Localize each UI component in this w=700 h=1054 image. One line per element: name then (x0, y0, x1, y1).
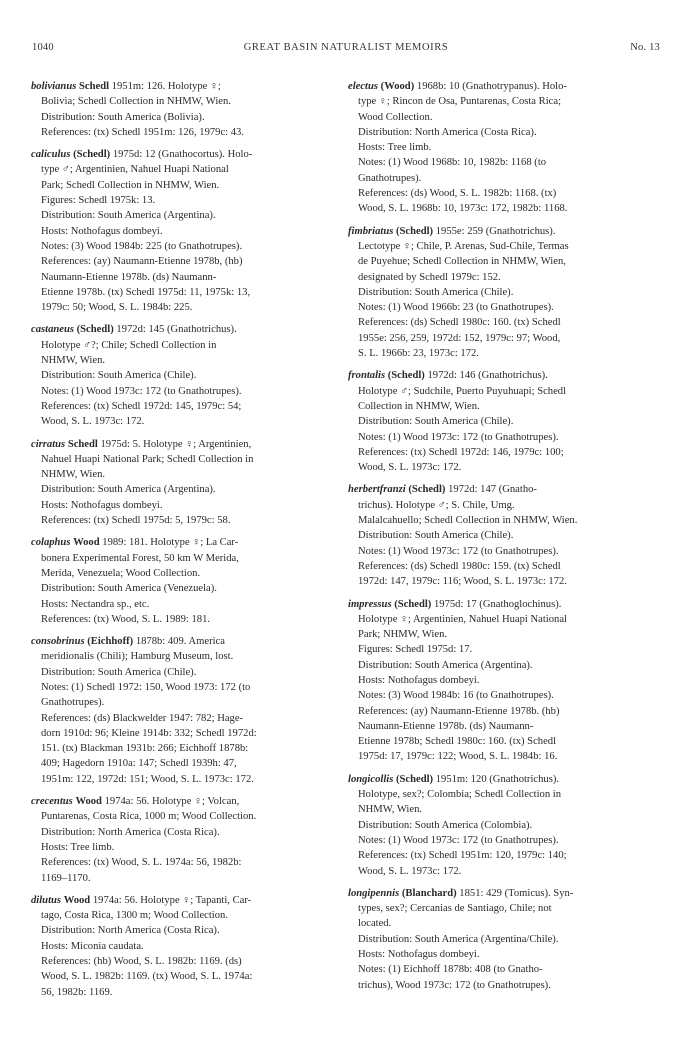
entry-text-line: Notes: (1) Wood 1966b: 23 (to Gnathotrupes). (358, 302, 554, 314)
entry-text-line: meridionalis (Chili); Hamburg Museum, lost. (41, 651, 234, 663)
entry-text-line: Distribution: South America (Colombia). (358, 819, 533, 831)
species-entry (31, 79, 331, 140)
entry-text-line: Gnathotrupes). (41, 697, 105, 709)
entry-heading-line (31, 893, 331, 908)
species-name: fimbriatus (348, 225, 394, 237)
entry-text-line: designated by Schedl 1979c: 152. (358, 271, 501, 283)
entry-text-line: Bolivia; Schedl Collection in NHMW, Wien. (41, 96, 231, 108)
entry-text-line: Notes: (1) Wood 1973c: 172 (to Gnathotrupes). (41, 385, 242, 397)
entry-text-line: located. (358, 918, 392, 930)
entry-text-line: Wood, S. L. 1973c: 172. (358, 462, 462, 474)
species-entry (348, 79, 648, 217)
entry-text-line: 1955e: 256, 259, 1972d: 152, 1979c: 97; Wood, (358, 332, 561, 344)
entry-text-line: Distribution: South America (Chile). (358, 530, 514, 542)
entry-text-line: Holotype ♀; Argentinien, Nahuel Huapi National (358, 613, 567, 625)
entry-text-line: References: (ds) Schedl 1980c: 160. (tx) Schedl (358, 317, 561, 329)
species-name: longipennis (348, 887, 400, 899)
entry-text: 1989: 181. Holotype ♀; La Car- (102, 537, 239, 549)
entry-heading-line (31, 79, 331, 94)
entry-text-line: Wood Collection. (358, 111, 433, 123)
entry-heading-line (31, 437, 331, 452)
entry-text: 1951m: 120 (Gnathotrichus). (435, 773, 560, 785)
species-authority: (Schedl) (408, 484, 446, 496)
entry-text-line: References: (tx) Wood, S. L. 1974a: 56, 1982b: (41, 857, 242, 869)
entry-text-line: types, sex?; Cercanias de Santiago, Chile; not (358, 903, 552, 915)
species-name: dilutus (31, 894, 62, 906)
entry-text-line: Etienne 1978b. (tx) Schedl 1975d: 11, 1975k: 13, (41, 286, 251, 298)
entry-text-line: Notes: (1) Wood 1968b: 10, 1982b: 1168 (to (358, 157, 547, 169)
entry-text-line: References: (tx) Schedl 1975d: 5, 1979c: 58. (41, 515, 231, 527)
entry-text: 1974a: 56. Holotype ♀; Tapanti, Car- (92, 894, 252, 906)
species-authority: (Schedl) (73, 149, 111, 161)
entry-text-line: type ♀; Rincon de Osa, Puntarenas, Costa Rica; (358, 96, 562, 108)
entry-text-line: 409; Hagedorn 1910a: 147; Schedl 1939h: 47, (41, 758, 237, 770)
entry-text-line: Malalcahuello; Schedl Collection in NHMW, Wien. (358, 515, 578, 527)
species-authority: Schedl (67, 438, 98, 450)
entry-text-line: Hosts: Nothofagus dombeyi. (358, 949, 480, 961)
entry-text-line: S. L. 1966b: 23, 1973c: 172. (358, 348, 479, 360)
entry-text-line: Distribution: South America (Chile). (358, 286, 514, 298)
species-name: cirratus (31, 438, 66, 450)
entry-text-line: Notes: (1) Wood 1973c: 172 (to Gnathotrupes). (358, 545, 559, 557)
species-name: caliculus (31, 149, 71, 161)
entry-text-line: type ♂; Argentinien, Nahuel Huapi National (41, 164, 229, 176)
entry-text-line: Distribution: South America (Chile). (41, 666, 197, 678)
species-name: crecentus (31, 796, 73, 808)
entry-text-line: References: (tx) Wood, S. L. 1989: 181. (41, 613, 211, 625)
entry-text-line: Wood, S. L. 1973c: 172. (41, 416, 145, 428)
entry-heading-line (31, 535, 331, 550)
entry-text-line: Hosts: Nothofagus dombeyi. (41, 225, 163, 237)
right-column (348, 79, 648, 1000)
entry-text-line: Distribution: South America (Bolivia). (41, 111, 205, 123)
entry-text-line: tago, Costa Rica, 1300 m; Wood Collection. (41, 910, 228, 922)
entry-text-line: References: (ds) Blackwelder 1947: 782; Hage- (41, 712, 244, 724)
entry-text: 1975d: 12 (Gnathocortus). Holo- (112, 149, 253, 161)
entry-text: 1878b: 409. America (135, 636, 225, 648)
entry-text-line: References: (ds) Schedl 1980c: 159. (tx) Schedl (358, 560, 561, 572)
species-entry (348, 368, 648, 475)
entry-text-line: Merida, Venezuela; Wood Collection. (41, 567, 201, 579)
entry-text-line: Naumann-Etienne 1978b. (ds) Naumann- (41, 271, 217, 283)
entry-text-line: Distribution: South America (Chile). (358, 416, 514, 428)
species-entry (31, 634, 331, 787)
species-entry (31, 893, 331, 1000)
entry-text: 1951m: 126. Holotype ♀; (111, 81, 221, 92)
entry-heading-line (348, 772, 648, 787)
entry-text-line: 1169–1170. (41, 872, 91, 884)
species-authority: (Schedl) (395, 773, 434, 785)
species-name: frontalis (348, 370, 386, 382)
entry-text-line: 1979c: 50; Wood, S. L. 1984b: 225. (41, 302, 193, 314)
entry-text-line: Notes: (3) Wood 1984b: 225 (to Gnathotrupes). (41, 240, 243, 252)
entry-heading-line (31, 147, 331, 162)
entry-text-line: 1975d: 17, 1979c: 122; Wood, S. L. 1984b: 16. (358, 751, 558, 763)
entry-text-line: Distribution: South America (Chile). (41, 370, 197, 382)
entry-text-line: Wood, S. L. 1968b: 10, 1973c: 172, 1982b: 1168. (358, 203, 568, 215)
volume-number: No. 13 (630, 42, 660, 53)
page-number: 1040 (32, 42, 54, 53)
species-name: colaphus (31, 537, 71, 549)
species-name: consobrinus (31, 636, 85, 648)
entry-text-line: trichus). Holotype ♂; S. Chile, Umg. (358, 499, 515, 511)
entry-text-line: Distribution: South America (Argentina/Chile). (358, 933, 559, 945)
entry-text-line: Nahuel Huapi National Park; Schedl Collection in (41, 453, 254, 465)
species-name: longicollis (348, 773, 394, 785)
entry-text-line: trichus), Wood 1973c: 172 (to Gnathotrupes). (358, 979, 551, 991)
entry-text-line: 56, 1982b: 1169. (41, 986, 113, 998)
entry-heading-line (348, 482, 648, 497)
entry-text-line: References: (ds) Wood, S. L. 1982b: 1168. (tx) (358, 188, 557, 200)
entry-heading-line (348, 79, 648, 94)
entry-text-line: Hosts: Nectandra sp., etc. (41, 598, 150, 610)
entry-text-line: dorn 1910d: 96; Kleine 1914b: 332; Schedl 1972d: (41, 727, 257, 739)
entry-text-line: Wood, S. L. 1973c: 172. (358, 865, 462, 877)
entry-text-line: Puntarenas, Costa Rica, 1000 m; Wood Collection. (41, 811, 257, 823)
entry-text-line: Figures: Schedl 1975d: 17. (358, 644, 473, 656)
entry-text-line: Distribution: South America (Argentina). (358, 659, 533, 671)
entry-text-line: References: (tx) Schedl 1951m: 120, 1979c: 140; (358, 850, 567, 862)
entry-text-line: de Puyehue; Schedl Collection in NHMW, Wien, (358, 256, 566, 268)
species-entry (31, 147, 331, 315)
entry-text: 1955e: 259 (Gnathotrichus). (435, 225, 556, 237)
entry-text-line: References: (hb) Wood, S. L. 1982b: 1169. (ds) (41, 956, 242, 968)
entry-text-line: 1972d: 147, 1979c: 116; Wood, S. L. 1973c: 172. (358, 576, 567, 588)
entry-heading-line (348, 886, 648, 901)
entry-heading-line (348, 368, 648, 383)
entry-text-line: References: (tx) Schedl 1972d: 146, 1979c: 100; (358, 446, 564, 458)
entry-text-line: Notes: (1) Schedl 1972: 150, Wood 1973: 172 (to (41, 681, 251, 693)
species-authority: (Wood) (380, 81, 415, 92)
entry-text-line: Hosts: Nothofagus dombeyi. (358, 674, 480, 686)
species-entry (31, 535, 331, 627)
entry-heading-line (31, 634, 331, 649)
entry-text-line: Hosts: Miconia caudata. (41, 940, 144, 952)
species-authority: Wood (73, 537, 100, 549)
left-column (31, 79, 331, 1007)
entry-text: 1972d: 146 (Gnathotrichus). (427, 370, 548, 382)
entry-text-line: Notes: (3) Wood 1984b: 16 (to Gnathotrupes). (358, 690, 554, 702)
entry-text-line: Distribution: South America (Argentina). (41, 210, 216, 222)
entry-text-line: Collection in NHMW, Wien. (358, 400, 480, 412)
entry-text: 1974a: 56. Holotype ♀; Volcan, (104, 796, 240, 808)
entry-text: 1851: 429 (Tomicus). Syn- (459, 887, 574, 899)
entry-text-line: NHMW, Wien. (41, 469, 106, 481)
species-entry (31, 437, 331, 529)
species-name: bolivianus (31, 81, 77, 92)
entry-text-line: Notes: (1) Wood 1973c: 172 (to Gnathotrupes). (358, 431, 559, 443)
entry-text-line: 151. (tx) Blackman 1931b: 266; Eichhoff 1878b: (41, 743, 249, 755)
entry-text-line: Distribution: North America (Costa Rica). (41, 925, 220, 937)
entry-text-line: Distribution: North America (Costa Rica). (41, 826, 220, 838)
entry-text: 1972d: 147 (Gnatho- (448, 484, 537, 496)
entry-text-line: 1951m: 122, 1972d: 151; Wood, S. L. 1973c: 172. (41, 773, 254, 785)
entry-heading-line (348, 224, 648, 239)
species-authority: (Schedl) (76, 324, 114, 336)
entry-text-line: Distribution: South America (Argentina). (41, 484, 216, 496)
entry-text: 1972d: 145 (Gnathotrichus). (116, 324, 237, 336)
entry-text-line: Holotype, sex?; Colombia; Schedl Collection in (358, 789, 562, 801)
entry-text-line: Hosts: Tree limb. (358, 142, 432, 154)
entry-text-line: NHMW, Wien. (358, 804, 423, 816)
journal-title: GREAT BASIN NATURALIST MEMOIRS (243, 42, 449, 53)
entry-text-line: References: (ay) Naumann-Etienne 1978b, (hb) (41, 256, 243, 268)
species-authority: (Eichhoff) (87, 636, 134, 648)
entry-text-line: Naumann-Etienne 1978b. (ds) Naumann- (358, 720, 534, 732)
entry-text-line: Hosts: Tree limb. (41, 841, 115, 853)
entry-text-line: Notes: (1) Eichhoff 1878b: 408 (to Gnatho- (358, 964, 543, 976)
entry-heading-line (31, 794, 331, 809)
entry-text-line: Figures: Schedl 1975k: 13. (41, 195, 156, 207)
species-authority: Wood (75, 796, 102, 808)
species-entry (31, 322, 331, 429)
entry-text-line: Gnathotrupes). (358, 172, 422, 184)
species-name: castaneus (31, 324, 74, 336)
species-entry (348, 597, 648, 765)
entry-text-line: Park; NHMW, Wien. (358, 629, 448, 641)
species-authority: Wood (63, 894, 91, 906)
species-authority: (Schedl) (394, 598, 432, 610)
entry-text-line: References: (tx) Schedl 1972d: 145, 1979c: 54; (41, 400, 242, 412)
entry-text-line: Lectotype ♀; Chile, P. Arenas, Sud-Chile, Termas (358, 240, 569, 252)
species-entry (31, 794, 331, 886)
species-entry (348, 224, 648, 362)
entry-text-line: Park; Schedl Collection in NHMW, Wien. (41, 179, 220, 191)
entry-text-line: Wood, S. L. 1982b: 1169. (tx) Wood, S. L. 1974a: (41, 971, 253, 983)
entry-heading-line (31, 322, 331, 337)
entry-text-line: bonera Experimental Forest, 50 km W Merida, (41, 552, 239, 564)
entry-text-line: Distribution: North America (Costa Rica). (358, 126, 537, 138)
species-entry (348, 482, 648, 589)
entry-text-line: References: (ay) Naumann-Etienne 1978b. (hb) (358, 705, 560, 717)
species-authority: (Blanchard) (401, 887, 457, 899)
entry-heading-line (348, 597, 648, 612)
entry-text-line: Etienne 1978b; Schedl 1980c: 160. (tx) Schedl (358, 736, 557, 748)
running-header (32, 42, 660, 58)
species-entry (348, 772, 648, 879)
entry-text-line: Notes: (1) Wood 1973c: 172 (to Gnathotrupes). (358, 834, 559, 846)
entry-text-line: NHMW, Wien. (41, 355, 106, 367)
entry-text-line: Holotype ♂?; Chile; Schedl Collection in (41, 339, 217, 351)
species-name: impressus (348, 598, 392, 610)
species-authority: Schedl (79, 81, 110, 92)
species-name: electus (348, 81, 379, 92)
entry-text-line: Distribution: South America (Venezuela). (41, 583, 217, 595)
species-authority: (Schedl) (396, 225, 434, 237)
entry-text: 1975d: 5. Holotype ♀; Argentinien, (100, 438, 252, 450)
species-entry (348, 886, 648, 993)
entry-text: 1968b: 10 (Gnathotrypanus). Holo- (416, 81, 567, 92)
entry-text-line: Holotype ♂; Sudchile, Puerto Puyuhuapi; Schedl (358, 385, 567, 397)
entry-text: 1975d: 17 (Gnathoglochinus). (433, 598, 562, 610)
species-name: herbertfranzi (348, 484, 406, 496)
species-authority: (Schedl) (387, 370, 425, 382)
entry-text-line: References: (tx) Schedl 1951m: 126, 1979c: 43. (41, 126, 244, 138)
entry-text-line: Hosts: Nothofagus dombeyi. (41, 499, 163, 511)
